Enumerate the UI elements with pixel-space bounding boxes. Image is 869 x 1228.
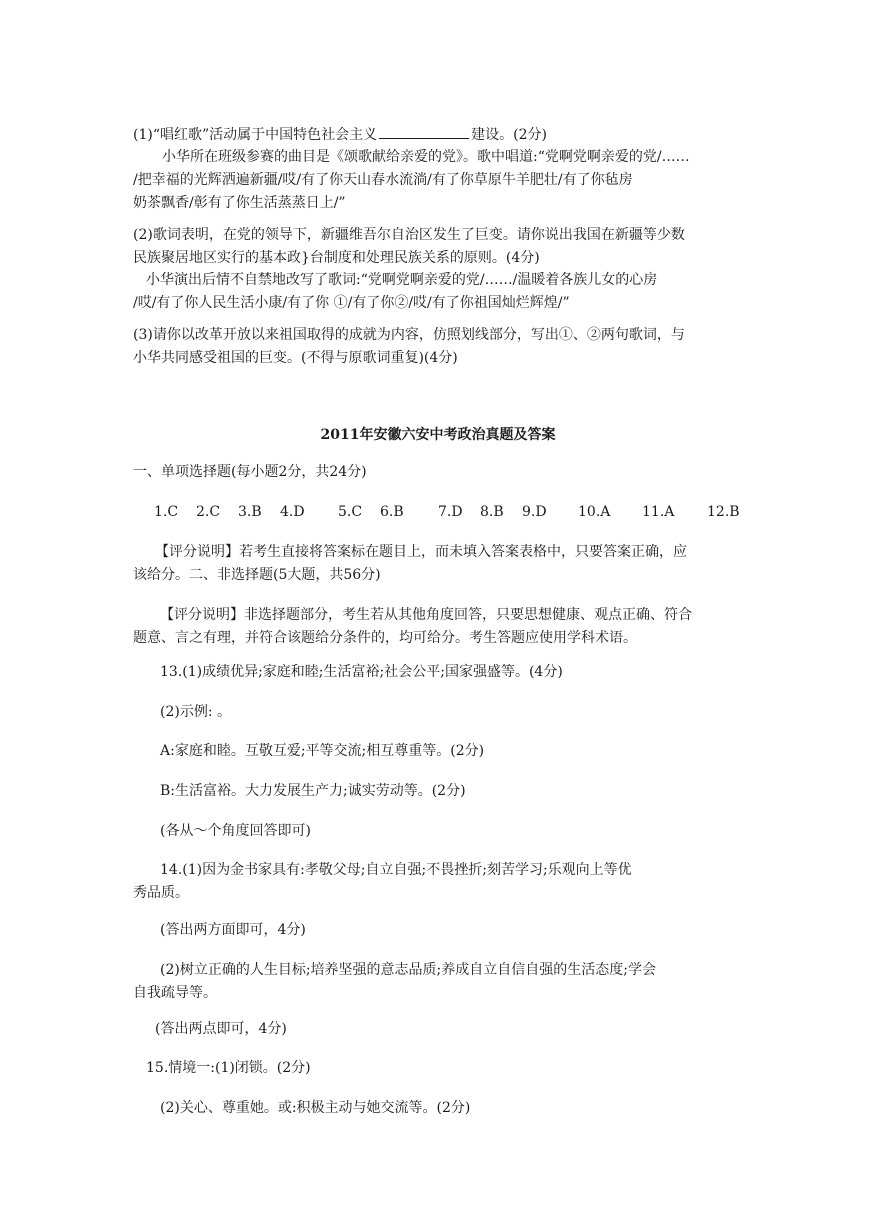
choice-answer-3: 3.B xyxy=(238,504,262,520)
question-1 xyxy=(133,124,743,144)
question-2-line-2: 民族聚居地区实行的基本政}台制度和处理民族关系的原则。(4分) xyxy=(133,250,540,266)
choice-answer-11: 11.A xyxy=(642,504,675,520)
scoring-note-2-line-2: 题意、言之有理，并符合该题给分条件的，均可给分。考生答题应使用学科术语。 xyxy=(133,630,637,646)
scoring-note-2-line-1: 【评分说明】非选择题部分，考生若从其他角度回答，只要思想健康、观点正确、符合 xyxy=(160,607,692,623)
choice-answer-7: 7.D xyxy=(438,504,463,520)
section-1-heading: 一、单项选择题(每小题2分，共24分) xyxy=(133,464,367,480)
answer-13-b: B:生活富裕。大力发展生产力;诚实劳动等。(2分) xyxy=(160,783,466,799)
question-3-line-1: (3)请你以改革开放以来祖国取得的成就为内容，仿照划线部分，写出①、②两句歌词，与 xyxy=(133,327,685,343)
answer-13-a: A:家庭和睦。互敬互爱;平等交流;相互尊重等。(2分) xyxy=(160,743,485,759)
choice-answer-10: 10.A xyxy=(578,504,611,520)
answer-title: 2011年安徽六安中考政治真题及答案 xyxy=(320,427,556,443)
choice-answer-12: 12.B xyxy=(707,504,740,520)
answer-13-2: (2)示例: 。 xyxy=(160,704,231,720)
answer-14-1-line-2: 秀品质。 xyxy=(133,885,189,901)
choice-answer-8: 8.B xyxy=(480,504,504,520)
choice-answer-1: 1.C xyxy=(154,504,179,520)
choice-answer-5: 5.C xyxy=(338,504,363,520)
choice-answer-2: 2.C xyxy=(196,504,221,520)
rewrite-line-2: /哎/有了你人民生活小康/有了你 ①/有了你②/哎/有了你祖国灿烂辉煌/” xyxy=(133,295,570,311)
choice-answer-9: 9.D xyxy=(522,504,547,520)
answer-14-1-line-1: 14.(1)因为金书家具有:孝敬父母;自立自强;不畏挫折;刻苦学习;乐观向上等优 xyxy=(160,862,632,878)
question-3-line-2: 小华共同感受祖国的巨变。(不得与原歌词重复)(4分) xyxy=(133,350,458,366)
answer-13-1: 13.(1)成绩优异;家庭和睦;生活富裕;社会公平;国家强盛等。(4分) xyxy=(160,664,563,680)
choice-answers xyxy=(154,502,744,522)
answer-blank xyxy=(379,124,469,139)
question-2-line-1: (2)歌词表明，在党的领导下，新疆维吾尔自治区发生了巨变。请你说出我国在新疆等少数 xyxy=(133,227,685,243)
answer-15-1: 15.情境一:(1)闭锁。(2分) xyxy=(146,1060,311,1076)
answer-14-2-line-2: 自我疏导等。 xyxy=(133,985,217,1001)
answer-13-note: (各从～个角度回答即可) xyxy=(160,823,311,839)
answer-14-2-line-1: (2)树立正确的人生目标;培养坚强的意志品质;养成自立自信自强的生活态度;学会 xyxy=(160,962,656,978)
rewrite-line-1: 小华演出后情不自禁地改写了歌词:“党啊党啊亲爱的党/……/温暖着各族儿女的心房 xyxy=(146,272,658,288)
choice-answer-4: 4.D xyxy=(280,504,305,520)
answer-14-2-note: (答出两点即可，4分) xyxy=(155,1021,287,1037)
answer-14-1-note: (答出两方面即可，4分) xyxy=(160,922,306,938)
song-intro-line-3: 奶茶飘香/彰有了你生活蒸蒸日上/” xyxy=(133,195,346,211)
answer-15-2: (2)关心、尊重她。或:积极主动与她交流等。(2分) xyxy=(160,1100,471,1116)
song-intro-line-2: /把幸福的光辉洒遍新疆/哎/有了你天山春水流淌/有了你草原牛羊肥壮/有了你毡房 xyxy=(133,172,633,188)
scoring-note-1-line-2: 该给分。二、非选择题(5大题，共56分) xyxy=(133,567,381,583)
question-1-score: 建设。(2分) xyxy=(471,127,547,143)
scoring-note-1-line-1: 【评分说明】若考生直接将答案标在题目上，而未填入答案表格中，只要答案正确，应 xyxy=(155,544,687,560)
choice-answer-6: 6.B xyxy=(380,504,404,520)
song-intro-line-1: 小华所在班级参赛的曲目是《颂歌献给亲爱的党》。歌中唱道:“党啊党啊亲爱的党/…… xyxy=(162,149,690,165)
question-1-text: (1)“唱红歌”活动属于中国特色社会主义 xyxy=(133,127,378,143)
